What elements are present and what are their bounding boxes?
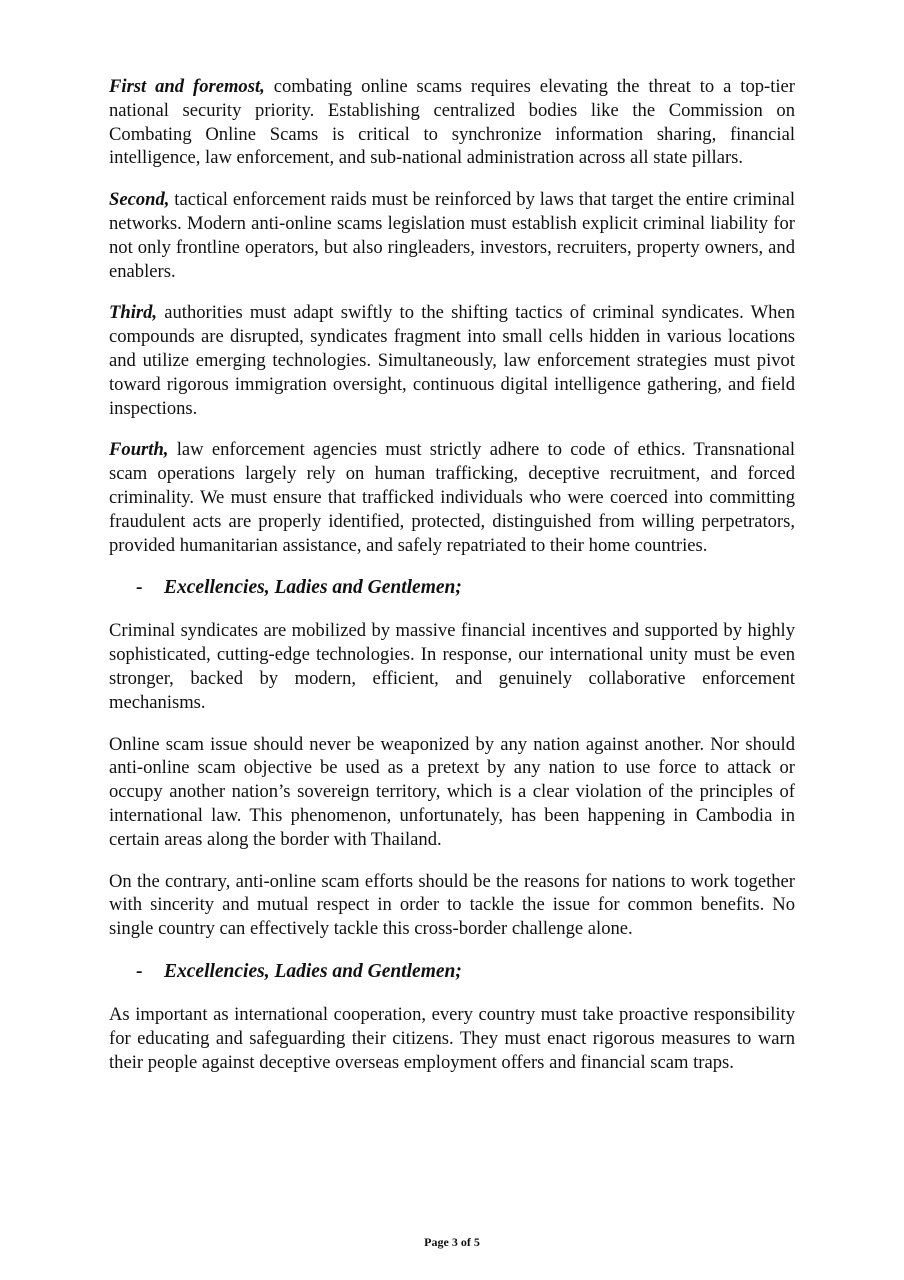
paragraph: On the contrary, anti-online scam efforts should be the reasons for nations to work together with sincerity and mutual respect in order to tackle the issue for common benefits. No single country can effectively tackle this cross-border challenge alone. bbox=[109, 870, 795, 940]
paragraph-third bbox=[109, 301, 795, 420]
page-number: Page 3 of 5 bbox=[424, 1235, 480, 1249]
heading-text: Excellencies, Ladies and Gentlemen; bbox=[164, 960, 462, 982]
paragraph-lead: Third, bbox=[109, 302, 158, 324]
paragraph: Criminal syndicates are mobilized by massive financial incentives and supported by highly sophisticated, cutting-edge technologies. In response, our international unity must be even stronger, backed by modern, efficient, and genuinely collaborative enforcement mechanisms. bbox=[109, 620, 795, 713]
heading-dash: - bbox=[136, 577, 143, 599]
paragraph-text: tactical enforcement raids must be reinforced by laws that target the entire criminal networks. Modern anti-online scams legislation must establish explicit criminal liability for not only frontline operators, but also ringleaders, investors, recruiters, property owners, and enablers. bbox=[109, 189, 795, 282]
paragraph-second bbox=[109, 188, 795, 283]
paragraph-lead: Fourth, bbox=[109, 439, 169, 461]
paragraph-fourth bbox=[109, 438, 795, 557]
paragraph: Online scam issue should never be weaponized by any nation against another. Nor should anti-online scam objective be used as a pretext by any nation to use force to attack or occupy another nation’s sovereign territory, which is a clear violation of the principles of international law. This phenomenon, unfortunately, has been happening in Cambodia in certain areas along the border with Thailand. bbox=[109, 733, 795, 850]
paragraph-lead: First and foremost, bbox=[109, 76, 265, 97]
document-body bbox=[109, 75, 795, 1074]
paragraph-lead: Second, bbox=[109, 189, 170, 211]
paragraph-text: combating online scams requires elevating the threat to a top-tier national security priority. Establishing centralized bodies like the Commission on Combating Online Scams is critical to synchronize information sharing, financial intelligence, law enforcement, and sub-national administration across all state pillars. bbox=[109, 76, 796, 169]
heading-text: Excellencies, Ladies and Gentlemen; bbox=[164, 577, 462, 599]
section-heading bbox=[109, 576, 795, 600]
paragraph: As important as international cooperation, every country must take proactive responsibility for educating and safeguarding their citizens. They must enact rigorous measures to warn their people against deceptive overseas employment offers and financial scam traps. bbox=[109, 1003, 795, 1073]
section-heading bbox=[109, 960, 795, 984]
paragraph-text: law enforcement agencies must strictly adhere to code of ethics. Transnational scam operations largely rely on human trafficking, deceptive recruitment, and forced criminality. We must ensure that trafficked individuals who were coerced into committing fraudulent acts are properly identified, protected, distinguished from willing perpetrators, provided humanitarian assistance, and safely repatriated to their home countries. bbox=[109, 439, 795, 556]
paragraph-text: authorities must adapt swiftly to the shifting tactics of criminal syndicates. When compounds are disrupted, syndicates fragment into small cells hidden in various locations and utilize emerging technologies. Simultaneously, law enforcement strategies must pivot toward rigorous immigration oversight, continuous digital intelligence gathering, and field inspections. bbox=[109, 302, 795, 419]
paragraph-first bbox=[109, 75, 795, 170]
heading-dash: - bbox=[136, 960, 143, 982]
